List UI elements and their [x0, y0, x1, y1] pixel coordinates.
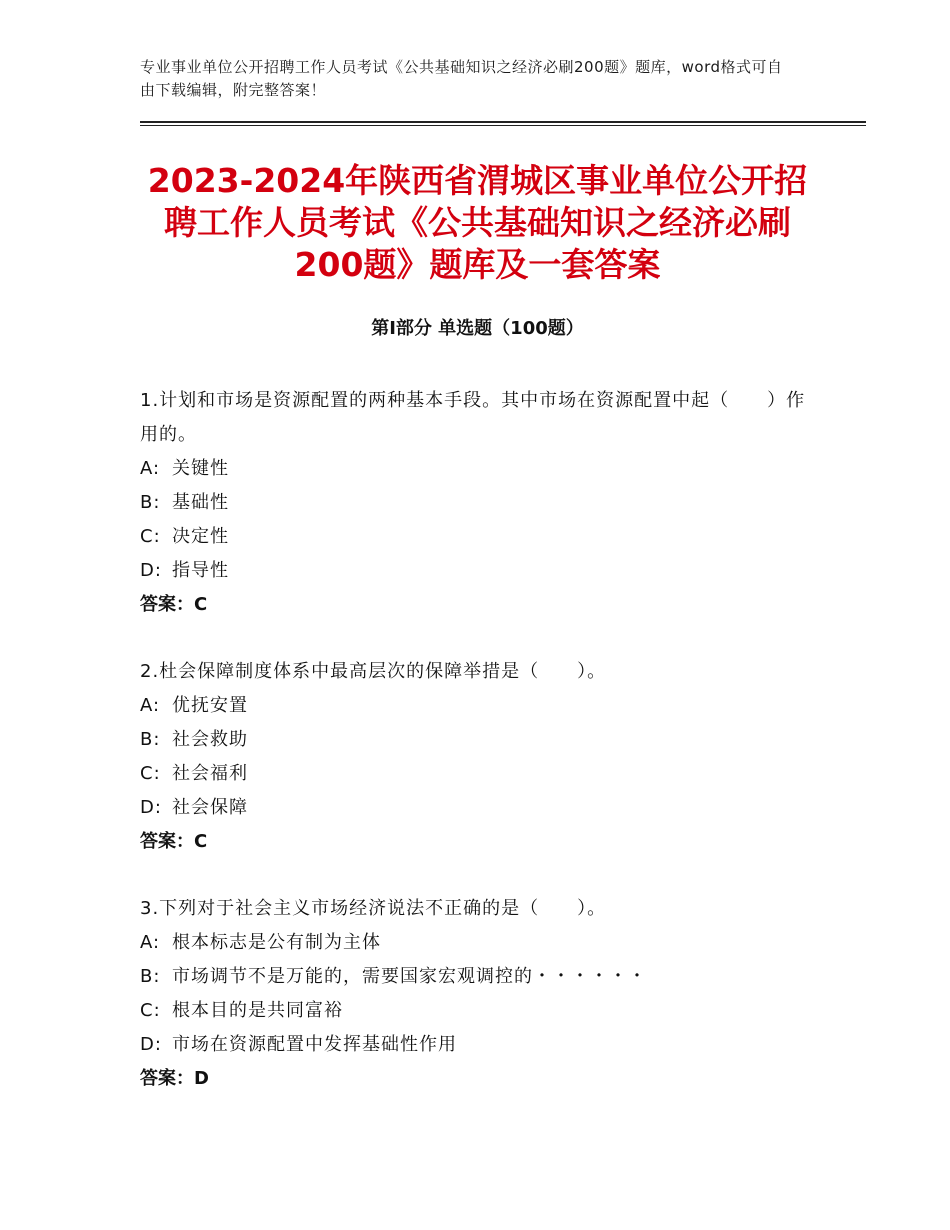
question-stem: 1.计划和市场是资源配置的两种基本手段。其中市场在资源配置中起（ ）作用的。: [140, 390, 806, 445]
option-key: B:: [140, 966, 161, 987]
question-stem: 2.杜会保障制度体系中最高层次的保障举措是（ ）。: [140, 661, 607, 682]
section-title: 第Ⅰ部分 单选题（100题）: [371, 318, 584, 339]
option-text: 指导性: [172, 560, 229, 581]
answer-line: 答案：C: [140, 594, 208, 615]
option-key: B:: [140, 729, 161, 750]
answer-line: 答案：D: [140, 1068, 209, 1089]
option-d: [140, 554, 820, 588]
option-text: 社会保障: [172, 797, 248, 818]
question-3: [140, 892, 820, 1096]
option-a: [140, 689, 820, 723]
question-2: [140, 655, 820, 859]
document-title: 2023-2024年陕西省渭城区事业单位公开招聘工作人员考试《公共基础知识之经济必刷200题》题库及一套答案: [147, 161, 808, 284]
question-stem: 3.下列对于社会主义市场经济说法不正确的是（ ）。: [140, 898, 607, 919]
option-key: D:: [140, 1034, 162, 1055]
option-d: [140, 1028, 820, 1062]
option-text: 决定性: [172, 526, 229, 547]
option-a: [140, 926, 820, 960]
option-key: A:: [140, 695, 161, 716]
header-divider: [140, 121, 866, 126]
option-text: 根本目的是共同富裕: [172, 1000, 343, 1021]
option-key: C:: [140, 1000, 161, 1021]
option-key: D:: [140, 797, 162, 818]
option-d: [140, 791, 820, 825]
option-key: B:: [140, 492, 161, 513]
option-b: [140, 960, 820, 994]
option-text: 优抚安置: [172, 695, 248, 716]
question-1: [140, 384, 820, 622]
option-c: [140, 994, 820, 1028]
option-b: [140, 723, 820, 757]
option-key: D:: [140, 560, 162, 581]
header-note: 专业事业单位公开招聘工作人员考试《公共基础知识之经济必刷200题》题库，word格式可自由下载编辑，附完整答案！: [140, 58, 783, 99]
option-text: 根本标志是公有制为主体: [172, 932, 381, 953]
answer-line: 答案：C: [140, 831, 208, 852]
option-c: [140, 520, 820, 554]
question-list: [140, 384, 820, 1129]
option-text: 市场调节不是万能的，需要国家宏观调控的・・・・・・: [172, 966, 647, 987]
option-b: [140, 486, 820, 520]
option-a: [140, 452, 820, 486]
option-key: C:: [140, 763, 161, 784]
option-text: 社会福利: [172, 763, 248, 784]
option-key: C:: [140, 526, 161, 547]
option-text: 市场在资源配置中发挥基础性作用: [172, 1034, 457, 1055]
option-c: [140, 757, 820, 791]
option-key: A:: [140, 932, 161, 953]
option-text: 关键性: [172, 458, 229, 479]
option-text: 基础性: [172, 492, 229, 513]
option-text: 社会救助: [172, 729, 248, 750]
option-key: A:: [140, 458, 161, 479]
